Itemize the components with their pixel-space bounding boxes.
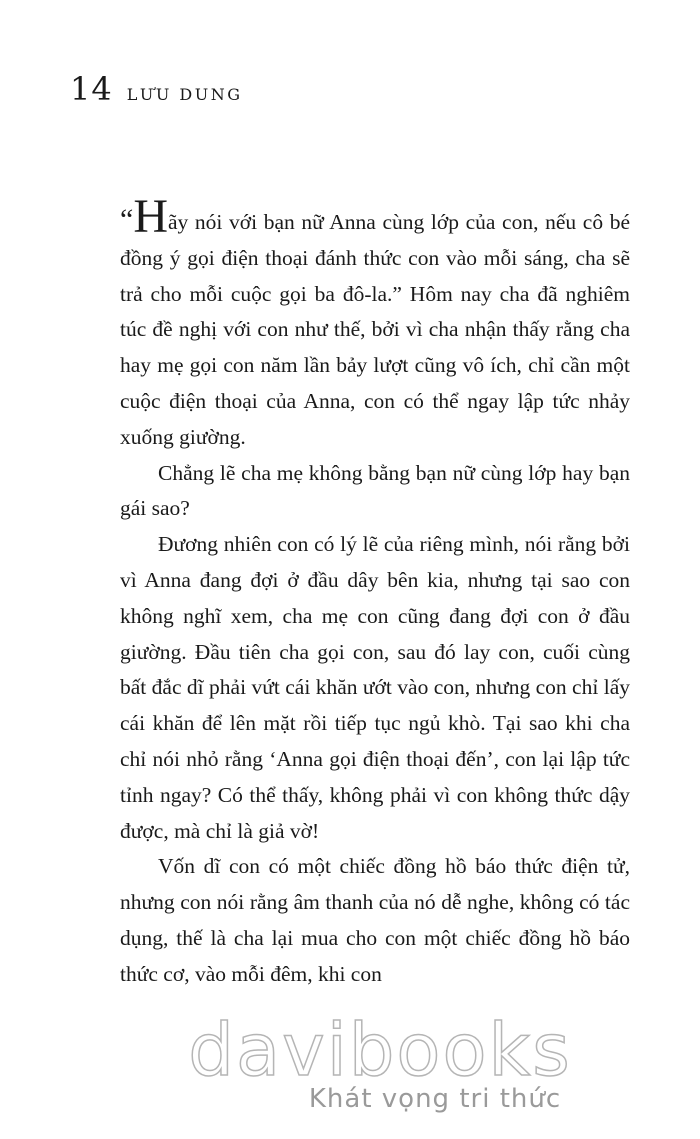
page-number: 14 (70, 70, 113, 108)
watermark-brand: davibooks (188, 1008, 572, 1092)
opening-quote: “ (120, 203, 134, 236)
watermark-slogan: Khát vọng tri thức (308, 1084, 562, 1114)
running-head-author: LƯU DUNG (126, 85, 243, 104)
page-header (70, 70, 243, 108)
drop-cap: H (133, 190, 168, 243)
paragraph-4: Vốn dĩ con có một chiếc đồng hồ báo thức điện tử, nhưng con nói rằng âm thanh của nó dễ nghe, không có tác dụng, thế là cha lại mua cho con một chiếc đồng hồ báo thức cơ, vào mỗi đêm, khi con (120, 854, 630, 986)
publisher-watermark (140, 1010, 620, 1114)
paragraph-1-text: ãy nói với bạn nữ Anna cùng lớp của con, nếu cô bé đồng ý gọi điện thoại đánh thức con vào mỗi sáng, cha sẽ trả cho mỗi cuộc gọi ba đô-la.” Hôm nay cha đã nghiêm túc đề nghị với con như thế, bởi vì cha nhận thấy rằng cha hay mẹ gọi con năm lần bảy lượt cũng vô ích, chỉ cần một cuộc điện thoại của Anna, con có thể ngay lập tức nhảy xuống giường. (120, 210, 630, 449)
paragraph-2: Chẳng lẽ cha mẹ không bằng bạn nữ cùng lớp hay bạn gái sao? (120, 460, 630, 521)
paragraph-1 (120, 190, 630, 456)
body-text (120, 190, 630, 993)
paragraph-3: Đương nhiên con có lý lẽ của riêng mình, nói rằng bởi vì Anna đang đợi ở đầu dây bên kia, nhưng tại sao con không nghĩ xem, cha mẹ con cũng đang đợi con ở đầu giường. Đầu tiên cha gọi con, sau đó lay con, cuối cùng bất đắc dĩ phải vứt cái khăn ướt vào con, nhưng con chỉ lấy cái khăn để lên mặt rồi tiếp tục ngủ khò. Tại sao khi cha chỉ nói nhỏ rằng ‘Anna gọi điện thoại đến’, con lại lập tức tỉnh ngay? Có thể thấy, không phải vì con không thức dậy được, mà chỉ là giả vờ! (120, 532, 630, 843)
